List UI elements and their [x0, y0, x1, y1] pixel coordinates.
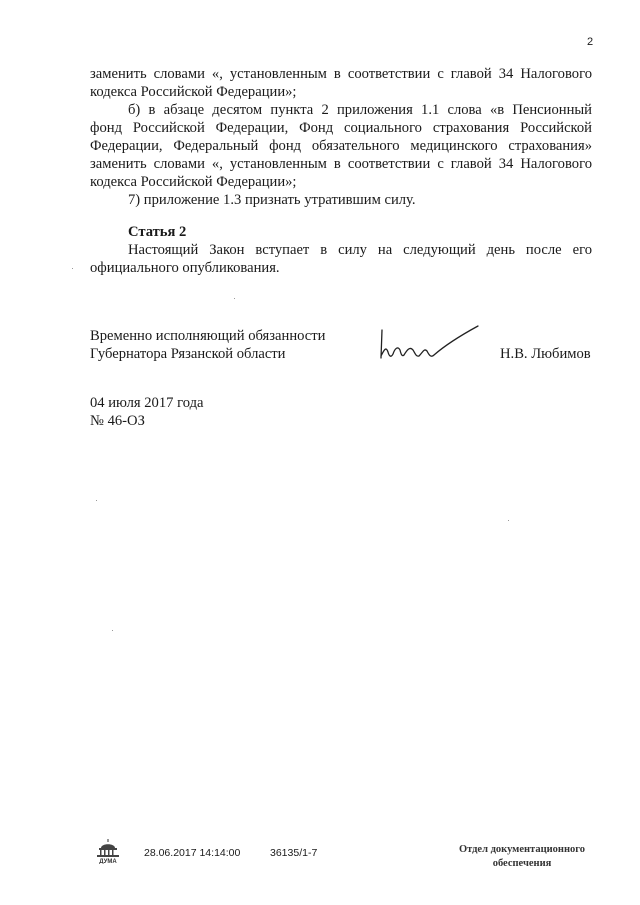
amendment-line: заменить словами «, установленным в соответствии с главой 34 Налогового	[90, 156, 592, 172]
amendment-line: заменить словами «, установленным в соответствии с главой 34 Налогового	[90, 66, 592, 82]
page-number: 2	[587, 36, 594, 48]
registration-timestamp: 28.06.2017 14:14:00	[144, 847, 241, 859]
law-number: № 46-ОЗ	[90, 413, 145, 429]
department-line: Отдел документационного	[458, 844, 586, 855]
handwritten-signature	[376, 322, 486, 364]
scan-speck	[96, 500, 97, 501]
amendment-line: Федерации, Федеральный фонд обязательного медицинского страхования»	[90, 138, 592, 154]
svg-text:ДУМА: ДУМА	[99, 859, 117, 864]
amendment-line: кодекса Российской Федерации»;	[90, 84, 297, 100]
scan-speck	[72, 268, 73, 269]
scan-speck	[508, 520, 509, 521]
amendment-line: 7) приложение 1.3 признать утратившим силу.	[128, 192, 416, 208]
scan-speck	[234, 298, 235, 299]
signatory-title-line: Временно исполняющий обязанности	[90, 328, 326, 344]
enactment-date: 04 июля 2017 года	[90, 395, 204, 411]
article-text	[90, 241, 592, 277]
amendment-line: фонд Российской Федерации, Фонд социального страхования Российской	[90, 120, 592, 136]
department-line: обеспечения	[492, 858, 552, 869]
amendment-line: б) в абзаце десятом пункта 2 приложения 1.1 слова «в Пенсионный	[128, 102, 592, 118]
article-heading: Статья 2	[128, 224, 187, 240]
signatory-title	[90, 327, 325, 363]
signer-name: Н.В. Любимов	[500, 346, 591, 362]
amendment-line: кодекса Российской Федерации»;	[90, 174, 297, 190]
article-text-line: официального опубликования.	[90, 260, 280, 276]
article-text-line: Настоящий Закон вступает в силу на следующий день после его	[128, 242, 592, 258]
amendments-text	[90, 65, 592, 209]
duma-logo	[94, 838, 122, 864]
enactment-block	[90, 394, 203, 430]
registration-number: 36135/1-7	[270, 847, 318, 859]
signatory-title-line: Губернатора Рязанской области	[90, 346, 286, 362]
department-stamp	[448, 843, 596, 871]
scan-speck	[112, 630, 113, 631]
